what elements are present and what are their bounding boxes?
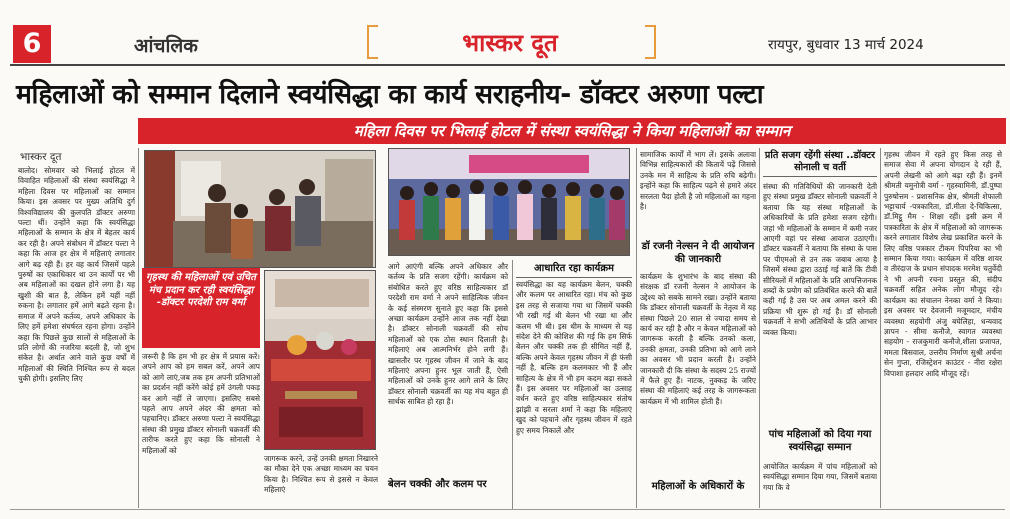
column-divider bbox=[636, 148, 637, 508]
page-number: 6 bbox=[13, 25, 51, 63]
body-column-6-bottom: आयोजित कार्यक्रम में पांच महिलाओं को स्वयंसिद्धा सम्मान दिया गया, जिसमें बताया गया कि वे bbox=[763, 462, 877, 492]
column-divider bbox=[880, 148, 881, 508]
subheading-samman: पांच महिलाओं को दिया गया स्वयंसिद्धा सम्मान bbox=[768, 429, 872, 453]
byline: भास्कर दूत bbox=[20, 151, 62, 163]
subheading-belan-chakki: बेलन चक्की और कलम पर bbox=[388, 479, 487, 490]
body-column-2: जरूरी है कि हम भी हर क्षेत्र में प्रयास करें। अपने आप को हम सबल करें, अपने आप को आगे लाएं,जब तक हम अपनी प्रतिभाओं का प्रदर्शन नहीं करेंगे कोई हमें उंगली पकड़ कर आगे नहीं ले जाएगा। इसलिए सबसे पहले आप अपने अंदर की क्षमता को पहचानिए। डॉक्टर अरुणा पल्टा ने स्वयंसिद्धा संस्था की प्रमुख डॉक्टर सोनाली चक्रवर्ती की तारीफ करते हुए कहा कि सोनाली ने महिलाओं को bbox=[142, 352, 260, 455]
subheadline: महिला दिवस पर भिलाई होटल में संस्था स्वयंसिद्धा ने किया महिलाओं का सम्मान bbox=[353, 122, 791, 140]
bracket-left bbox=[367, 25, 378, 59]
photo-stage-table bbox=[264, 270, 376, 450]
subheading-aadharit: आधारित रहा कार्यक्रम bbox=[516, 262, 632, 278]
body-column-3-top: आगे आएंगी बल्कि अपने अधिकार और कर्तव्य के प्रति सजग रहेंगी। कार्यक्रम को संबोधित करते हुए वरिष्ठ साहित्यकार डॉ परदेशी राम वर्मा ने अपने साहित्यिक जीवन के कई संस्मरण सुनाते हुए कहा कि इससे अच्छा कार्यक्रम उन्होंने आज तक नहीं देखा है। डॉक्टर सोनाली चक्रवर्ती की सोच महिलाओं को एक ठोस स्थान दिलाती है। महिलाएं अब आत्मनिर्भर होने लगी हैं। खासतौर पर गृहस्थ जीवन में जाने के बाद महिलाएं अपना हुनर भूल जाती हैं, ऐसी महिलाओं को उनके हुनर आगे लाने के लिए डॉक्टर सोनाली चक्रवर्ती का यह मंच बहुत ही सार्थक साबित हो रहा है। bbox=[388, 262, 508, 407]
body-column-1: बालोद। सोमवार को भिलाई होटल में विवाहित महिलाओं की संस्था स्वयंसिद्धा ने महिला दिवस पर महिलाओं का सम्मान किया। इस अवसर पर मुख्य अतिथि दुर्ग विश्वविद्यालय की कुलपति डॉक्टर अरुणा पल्टा थीं। उन्होंने कहा कि स्वयंसिद्धा महिलाओं के सम्मान के क्षेत्र में बेहतर कार्य कर रही है। अपने संबोधन में डॉक्टर पल्टा ने कहा कि आज हर क्षेत्र में महिलाएं लगातार आगे बढ़ रही हैं। हर वह कार्य जिसमें पहले पुरुषों का एकाधिकार था उन कार्यों पर भी अब महिलाओं का दखल होने लगा है। यह खुशी की बात है, लेकिन हमें यहीं नहीं रुकना है। लगातार हमें आगे बढ़ते रहना है। समाज में अपने कर्तव्य, अपने अधिकार के लिए हमें हमेशा संघर्षरत रहना होगा। उन्होंने कहा कि पिछले कुछ सालों से महिलाओं के प्रति लोगों की नजरिया बदली है, जो शुभ संकेत है। अर्थात आने वाले कुछ वर्षों में महिलाओं की स्थिति निश्चित रूप से बदल चुकी होगी। इसलिए लिए bbox=[18, 166, 135, 384]
photo-office bbox=[144, 150, 376, 268]
bracket-right bbox=[645, 25, 656, 59]
subheading-sajag: प्रति सजग रहेंगी संस्था ..डॉक्टर सोनाली च वर्ती bbox=[763, 150, 877, 177]
body-column-5-mid: कार्यक्रम के शुभारंभ के बाद संस्था की संरक्षक डॉ रजनी नेल्सन ने आयोजन के उद्देश्य को सबके सामने रखा। उन्होंने बताया कि डॉक्टर सोनाली चक्रवर्ती के नेतृत्व में यह संस्था पिछले 20 साल से ज्यादा समय से कार्य कर रही है और न केवल महिलाओं को जागरूक करती है बल्कि उनको कला, उनकी क्षमता, उनकी प्रतिभा को आगे लाने का अवसर भी प्रदान करती है। उन्होंने जानकारी दी कि संस्था के सदस्य 25 राज्यों में फैले हुए हैं। नाटक, नुक्कड़ के जरिए संस्था की महिलाएं कई तरह के जागरूकता कार्यक्रम में भी शामिल होती हैं। bbox=[640, 272, 756, 406]
column-divider bbox=[138, 148, 139, 508]
headline: महिलाओं को सम्मान दिलाने स्वयंसिद्धा का कार्य सराहनीय- डॉक्टर अरुणा पल्टा bbox=[16, 79, 764, 110]
masthead bbox=[0, 0, 1010, 66]
column-divider bbox=[759, 148, 760, 508]
photo-group bbox=[388, 148, 630, 256]
column-divider bbox=[512, 260, 513, 510]
dateline: रायपुर, बुधवार 13 मार्च 2024 bbox=[768, 37, 924, 53]
masthead-rule bbox=[10, 64, 1005, 66]
paper-name: भास्कर दूत bbox=[462, 29, 558, 57]
bottom-rule bbox=[10, 509, 1005, 510]
body-column-5-top: सामाजिक कार्यों में भाग लें। इसके अलावा विभिन्न साहित्यकारों की कितायें पढ़ें जिससे उनके मन में साहित्य के प्रति रुचि बढ़ेगी। इन्होंने कहा कि साहित्य पढ़ने से हमारे अंदर सरलता पैदा होती है जो महिलाओं का गहना है। bbox=[640, 150, 756, 212]
body-column-3-bottom: जागरूक करने, उन्हें उनकी क्षमता निखारने का मौका देने एक अच्छा माध्यम का चयन किया है। निश्चित रूप से इससे न केवल महिलाएं bbox=[264, 454, 378, 495]
section-name: आंचलिक bbox=[134, 35, 198, 57]
photo-caption: गृहस्थ की महिलाओं एवं उचित मंच प्रदान कर रही स्वयंसिद्धा -डॉक्टर परदेशी राम वर्मा bbox=[142, 268, 260, 348]
body-column-7: गृहस्थ जीवन में रहते हुए किस तरह से समाज सेवा में अपना योगदान दे रही हैं, अपनी लेखनी को आगे बढ़ा रही हैं। इनमें श्रीमती यमुनोत्री वर्मा - गृहस्वामिनी, डॉ.पुष्पा पुरुषोत्तम - प्रशासनिक क्षेत्र, श्रीमती शेफाली भट्टाचार्य -पत्रकारिता, डॉ.मीता दे-चिकित्सा, डॉ.मिट्ठू मैम - शिक्षा रहीं। इसी क्रम में पत्रकारिता के क्षेत्र में महिलाओं को जागरूक करने लगातार विशेष लेख प्रकाशित करने के लिए वरिष्ठ पत्रकार टीकम पिपरिया का भी सम्मान किया गया। कार्यक्रम में वरिष्ठ शायर व तीरंदाज के प्रधान संपादक मरमेश चतुर्वेदी ने भी अपनी रचना प्रस्तुत की, संदीप चक्रवर्ती सहित अनेक लोग मौजूद रहे। कार्यक्रम का संचालन नेनका वर्मा ने किया। इस अवसर पर देवजानी मजूमदार, मंचीय व्यवस्था सहयोगी अंजु बघेलिहा, धन्यवाद ज्ञापन - सीमा कनौजे, स्वागत व्यवस्था सहयोग - राजकुमारी कनौजे,शीला प्रजापत, ममता बिसवाल, उत्तरीय निर्माण सुश्री अर्चना सेन गुप्ता, रजिस्ट्रेशन काउंटर - नीरा रक्षेरा विपाशा हलदार आदि मौजूद रहें। bbox=[884, 150, 1002, 378]
body-column-6: संस्था की गतिविधियों की जानकारी देती हुए संस्था प्रमुख डॉक्टर सोनाली चक्रवर्ती ने बताया कि यह संस्था महिलाओं के अधिकारियों के प्रति हमेशा सजग रहेगी। जहां भी महिलाओं के सम्मान में कमी नजर आएगी वहां पर संस्था आवाज उठाएगी। डॉक्टर चक्रवर्ती ने बताया कि संस्था के पास पर पीएमओ से उन तक जबाब आया है जिसमें संस्था द्वारा उठाई गई बातें कि टीवी सीरियलों में महिलाओं के प्रति आपत्तिजनक शब्दों के प्रयोग को प्रतिबंधित करने की बातें कही गई है उस पर अब अमल करने की प्रक्रिया भी शुरू हो गई है। डॉ सोनाली चक्रवर्ती ने सभी अतिथियों के प्रति आभार व्यक्त किया। bbox=[763, 182, 877, 337]
subheading-adhikaron: महिलाओं के अधिकारों के bbox=[651, 481, 745, 492]
subheading-rajni-nelson: डॉ रजनी नेल्सन ने दी आयोजन की जानकारी bbox=[641, 241, 755, 265]
body-column-4: स्वयंसिद्धा का यह कार्यक्रम बेलन, चक्की और कलम पर आधारित रहा। मंच को कुछ इस तरह से सजाया गया था जिसमें चक्की भी रखी गई थी बेलन भी रखा था और कलम भी थी। इस थीम के माध्यम से यह संदेश देने की कोशिश की गई कि हम सिर्फ बेलन और चक्की तक ही सीमित नहीं हैं, बल्कि अपने केवल गृहस्थ जीवन में ही फंसी नहीं है, बल्कि हम कलमकार भी हैं और साहित्य के क्षेत्र में भी हम कदम बढ़ा सकते हैं। इस अवसर पर महिलाओं का उत्साह वर्धन करते हुए वरिष्ठ साहित्यकार संतोष झांझी व सरला शर्मा ने कहा कि महिलाएं खुद को पहचाने और गृहस्थ जीवन में रहते हुए समय निकालें और bbox=[516, 280, 632, 435]
